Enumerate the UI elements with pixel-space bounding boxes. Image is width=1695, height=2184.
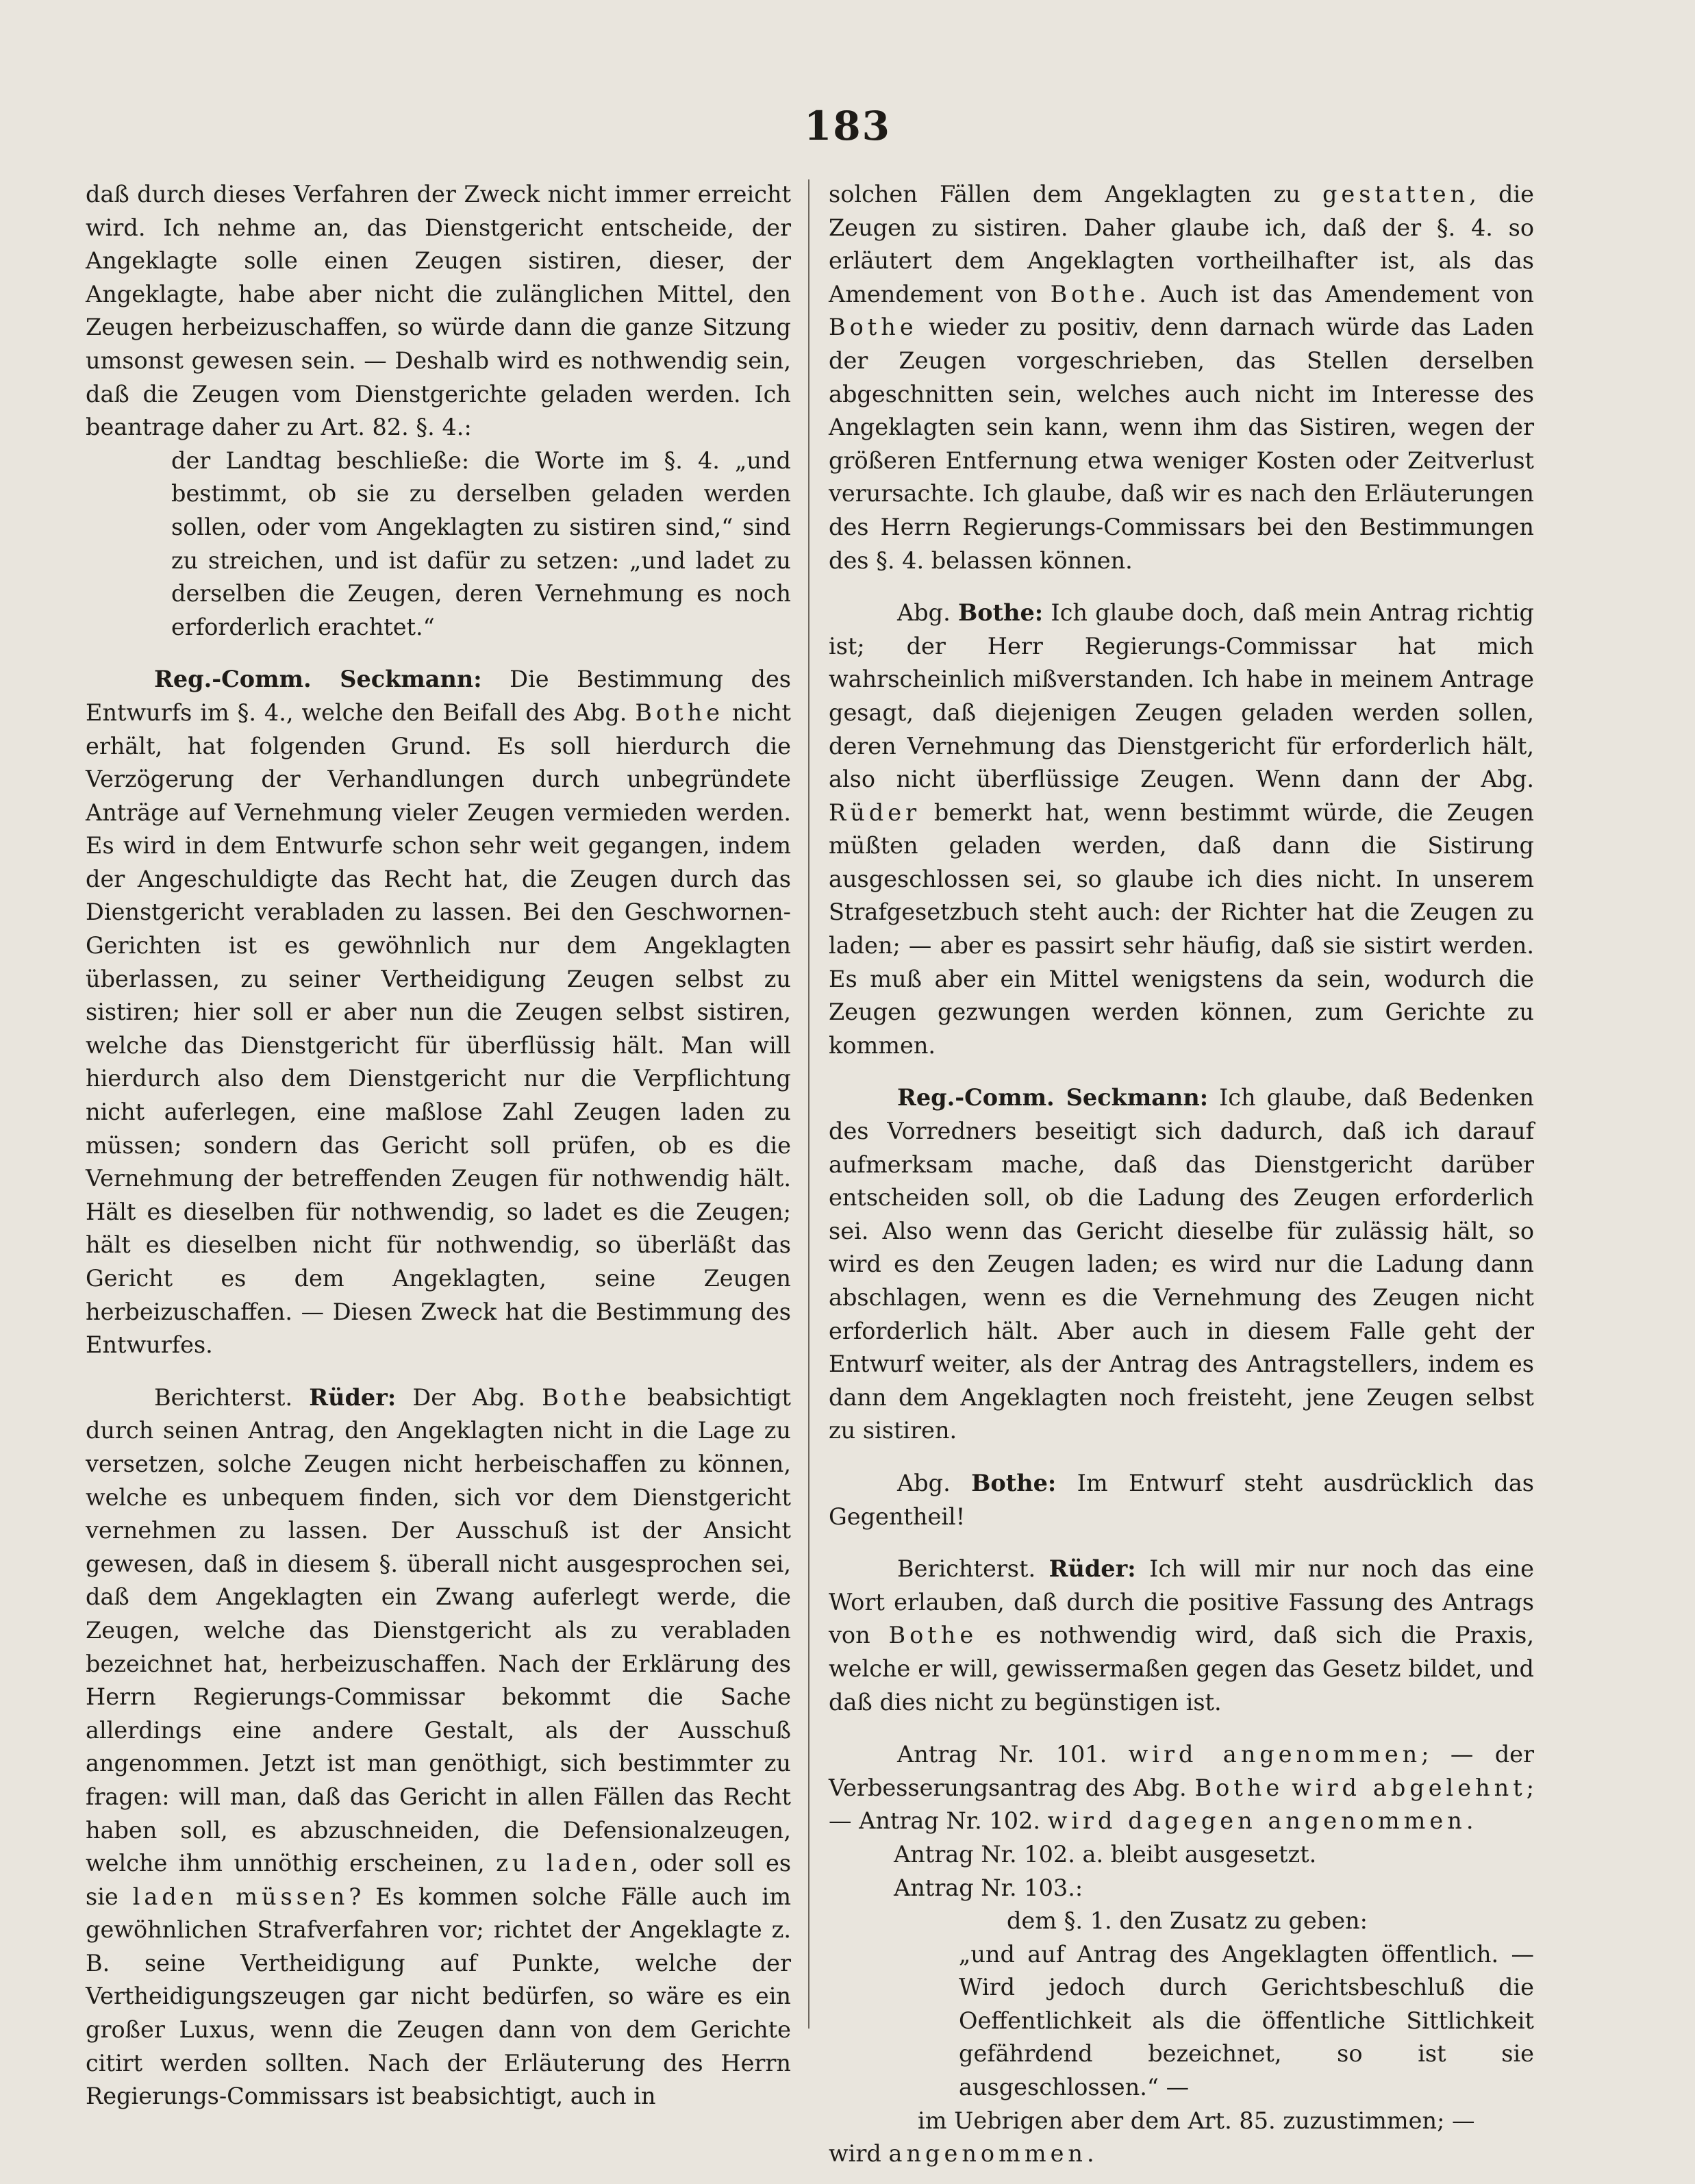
- text-run: wieder zu positiv, denn darnach würde das Laden der Zeugen vorgeschrieben, das Stellen derselben abgeschnitten sein, welches auch nicht im Interesse des Angeklagten sein kann, wenn ihm das Sistiren, wegen der größeren Entfernung etwa weniger Kosten oder Zeitverlust verursachte. Ich glaube, daß wir es nach den Erläuterungen des Herrn Regierungs-Commissars bei den Bestimmungen des §. 4. belassen können.: [829, 314, 1534, 574]
- speaker-name: Rüder:: [1049, 1555, 1136, 1583]
- text-run: .: [1466, 1807, 1474, 1835]
- page-number: 183: [803, 103, 892, 149]
- speaker-name: Rüder:: [309, 1383, 397, 1411]
- paragraph: [829, 1838, 1534, 1872]
- paragraph: [829, 597, 1534, 1062]
- paragraph: [829, 2105, 1534, 2138]
- text-run: Berichterst.: [897, 1555, 1049, 1583]
- text-run: dem §. 1. den Zusatz zu geben:: [1007, 1907, 1368, 1935]
- spaced-text: Bothe: [888, 1622, 978, 1649]
- text-run: , die Zeugen zu sistiren. Daher glaube ich, daß der §. 4. so erläutert dem Angeklagten vortheilhafter ist, als das Amendement von: [829, 181, 1535, 307]
- text-run: Ich glaube, daß Bedenken des Vorredners beseitigt sich dadurch, daß ich darauf aufmerksam mache, daß das Dienstgericht darüber entscheiden soll, ob die Ladung des Zeugen erforderlich sei. Also wenn das Gericht dieselbe für zulässig hält, so wird es den Zeugen laden; es wird nur die Ladung dann abschlagen, wenn es die Vernehmung des Zeugen nicht erforderlich hält. Aber auch in diesem Falle geht der Entwurf weiter, als der Antrag des Antragstellers, indem es dann dem Angeklagten noch freisteht, jene Zeugen selbst zu sistiren.: [829, 1084, 1535, 1444]
- text-run: Der Abg.: [396, 1383, 542, 1411]
- paragraph: [829, 1081, 1534, 1448]
- spaced-text: zu laden: [496, 1850, 631, 1877]
- speaker-name: Seckmann:: [1066, 1084, 1209, 1112]
- text-run: , oder soll es sie: [86, 1850, 792, 1910]
- spaced-text: angenommen: [888, 2140, 1087, 2168]
- spaced-text: Bothe: [1194, 1774, 1284, 1801]
- paragraph: [829, 1738, 1534, 1838]
- speaker-name: Bothe:: [971, 1469, 1057, 1496]
- text-run: Abg.: [897, 1469, 972, 1496]
- text-run: nicht erhält, hat folgenden Grund. Es soll hierdurch die Verzögerung der Verhandlungen durch unbegründete Anträge auf Vernehmung vieler Zeugen vermieden werden. Es wird in dem Entwurfe schon sehr weit gegangen, indem der Angeschuldigte das Recht hat, die Zeugen durch das Dienstgericht verabladen zu lassen. Bei den Geschwornen-Gerichten ist es gewöhnlich nur dem Angeklagten überlassen, zu seiner Vertheidigung Zeugen selbst zu sistiren; hier soll er aber nun die Zeugen selbst sistiren, welche das Dienstgericht für überflüssig hält. Man will hierdurch also dem Dienstgericht nur die Verpflichtung nicht auferlegen, eine maßlose Zahl Zeugen laden zu müssen; sondern das Gericht soll prüfen, ob es die Vernehmung der betreffenden Zeugen für nothwendig hält. Hält es dieselben für nothwendig, so ladet es die Zeugen; hält es dieselben nicht für nothwendig, so überläßt das Gericht es dem Angeklagten, seine Zeugen herbeizuschaffen. — Diesen Zweck hat die Bestimmung des Entwurfes.: [86, 699, 791, 1359]
- right-column: [829, 178, 1534, 2171]
- text-run: solchen Fällen dem Angeklagten zu: [829, 181, 1322, 208]
- speaker-name: Bothe:: [957, 599, 1044, 627]
- speaker-name: Reg.-Comm.: [897, 1084, 1066, 1112]
- text-run: Die Bestimmung des Entwurfs im §. 4., welche den Beifall des Abg.: [86, 666, 791, 726]
- paragraph: [829, 1467, 1534, 1533]
- text-run: bemerkt hat, wenn bestimmt würde, die Zeugen müßten geladen werden, daß dann die Sistirung ausgeschlossen sei, so glaube ich dies nicht. In unserem Strafgesetzbuch steht auch: der Richter hat die Zeugen zu laden; — aber es passirt sehr häufig, daß sie sistirt werden. Es muß aber ein Mittel wenigstens da sein, wodurch die Zeugen gezwungen werden können, zum Gerichte zu kommen.: [829, 799, 1534, 1059]
- text-run: wird: [829, 2140, 889, 2168]
- spaced-text: wird angenommen: [1128, 1741, 1422, 1768]
- text-run: ; — der Verbesserungsantrag des Abg.: [829, 1741, 1534, 1801]
- paragraph: [86, 178, 791, 444]
- text-run: es nothwendig wird, daß sich die Praxis, welche er will, gewissermaßen gegen das Gesetz bildet, und daß dies nicht zu begünstigen ist.: [829, 1622, 1534, 1716]
- text-run: Berichterst.: [154, 1383, 310, 1411]
- left-column: [86, 178, 791, 2113]
- text-run: daß durch dieses Verfahren der Zweck nicht immer erreicht wird. Ich nehme an, das Dienstgericht entscheide, der Angeklagte solle einen Zeugen sistiren, dieser, der Angeklagte, habe aber nicht die zulänglichen Mittel, den Zeugen herbeizuschaffen, so würde dann die ganze Sitzung umsonst gewesen sein. — Deshalb wird es nothwendig sein, daß die Zeugen vom Dienstgerichte geladen werden. Ich beantrage daher zu Art. 82. §. 4.:: [86, 181, 791, 441]
- paragraph: [829, 2137, 1534, 2171]
- paragraph: [829, 1905, 1534, 1938]
- text-run: Ich will mir nur noch das eine Wort erlauben, daß durch die positive Fassung des Antrags von: [829, 1555, 1535, 1649]
- text-run: Antrag Nr. 102. a. bleibt ausgesetzt.: [894, 1840, 1317, 1868]
- paragraph: [86, 444, 791, 644]
- text-run: Ich glaube doch, daß mein Antrag richtig ist; der Herr Regierungs-Commissar hat mich wahrscheinlich mißverstanden. Ich habe in meinem Antrage gesagt, daß diejenigen Zeugen geladen werden sollen, deren Vernehmung das Dienstgericht für erforderlich hält, also nicht überflüssige Zeugen. Wenn dann der Abg.: [829, 599, 1534, 793]
- text-run: Im Entwurf steht ausdrücklich das Gegentheil!: [829, 1469, 1534, 1530]
- text-run: der Landtag beschließe: die Worte im §. 4. „und bestimmt, ob sie zu derselben geladen werden sollen, oder vom Angeklagten zu sistiren sind,“ sind zu streichen, und ist dafür zu setzen: „und ladet zu derselben die Zeugen, deren Vernehmung es noch erforderlich erachtet.“: [171, 447, 791, 640]
- spaced-text: gestatten: [1322, 181, 1470, 208]
- text-run: . Auch ist das Amendement von: [1139, 280, 1534, 307]
- spaced-text: Bothe: [1050, 280, 1140, 307]
- text-run: ; — Antrag Nr. 102.: [829, 1774, 1534, 1835]
- paragraph: [829, 1553, 1534, 1719]
- text-run: „und auf Antrag des Angeklagten öffentlich. — Wird jedoch durch Gerichtsbeschluß die Oeffentlichkeit als die öffentliche Sittlichkeit gefährdend bezeichnet, so ist sie ausgeschlossen.“ —: [959, 1940, 1534, 2101]
- spaced-text: Rüder: [829, 799, 921, 826]
- text-run: Antrag Nr. 101.: [897, 1741, 1129, 1768]
- text-run: beabsichtigt durch seinen Antrag, den Angeklagten nicht in die Lage zu versetzen, solche Zeugen nicht herbeischaffen zu können, welche es unbequem finden, sich vor dem Dienstgericht vernehmen zu lassen. Der Ausschuß ist der Ansicht gewesen, daß in diesem §. überall nicht ausgesprochen sei, daß dem Angeklagten ein Zwang auferlegt werde, die Zeugen, welche das Dienstgericht als zu verabladen bezeichnet hat, herbeizuschaffen. Nach der Erklärung des Herrn Regierungs-Commissar bekommt die Sache allerdings eine andere Gestalt, als der Ausschuß angenommen. Jetzt ist man genöthigt, sich bestimmter zu fragen: will man, daß das Gericht in allen Fällen das Recht haben soll, es abzuschneiden, die Defensionalzeugen, welche ihm unnöthig erscheinen,: [86, 1383, 791, 1877]
- spaced-text: Bothe: [829, 314, 918, 341]
- column-divider: [808, 179, 809, 2029]
- text-run: [1283, 1774, 1292, 1801]
- paragraph: [829, 1872, 1534, 1905]
- spaced-text: Bothe: [542, 1383, 631, 1411]
- paragraph: [86, 1381, 791, 2113]
- text-run: Abg.: [897, 599, 958, 627]
- text-run: im Uebrigen aber dem Art. 85. zuzustimmen; —: [918, 2107, 1475, 2134]
- paragraph: [829, 1938, 1534, 2105]
- text-run: .: [1087, 2140, 1094, 2168]
- paragraph: [829, 178, 1534, 577]
- text-run: Antrag Nr. 103.:: [894, 1874, 1083, 1901]
- speaker-name: Reg.-Comm.: [154, 666, 340, 693]
- spaced-text: laden müssen: [132, 1883, 349, 1910]
- spaced-text: Bothe: [635, 699, 724, 726]
- text-run: ? Es kommen solche Fälle auch im gewöhnlichen Strafverfahren vor; richtet der Angeklagte z. B. seine Vertheidigung auf Punkte, welche der Vertheidigungszeugen gar nicht bedürfen, so wäre es ein großer Luxus, wenn die Zeugen dann von dem Gerichte citirt werden sollten. Nach der Erläuterung des Herrn Regierungs-Commissars ist beabsichtigt, auch in: [86, 1883, 792, 2110]
- speaker-name: Seckmann:: [340, 666, 482, 693]
- paragraph: [86, 663, 791, 1361]
- spaced-text: wird abgelehnt: [1292, 1774, 1527, 1801]
- spaced-text: wird dagegen angenommen: [1047, 1807, 1466, 1835]
